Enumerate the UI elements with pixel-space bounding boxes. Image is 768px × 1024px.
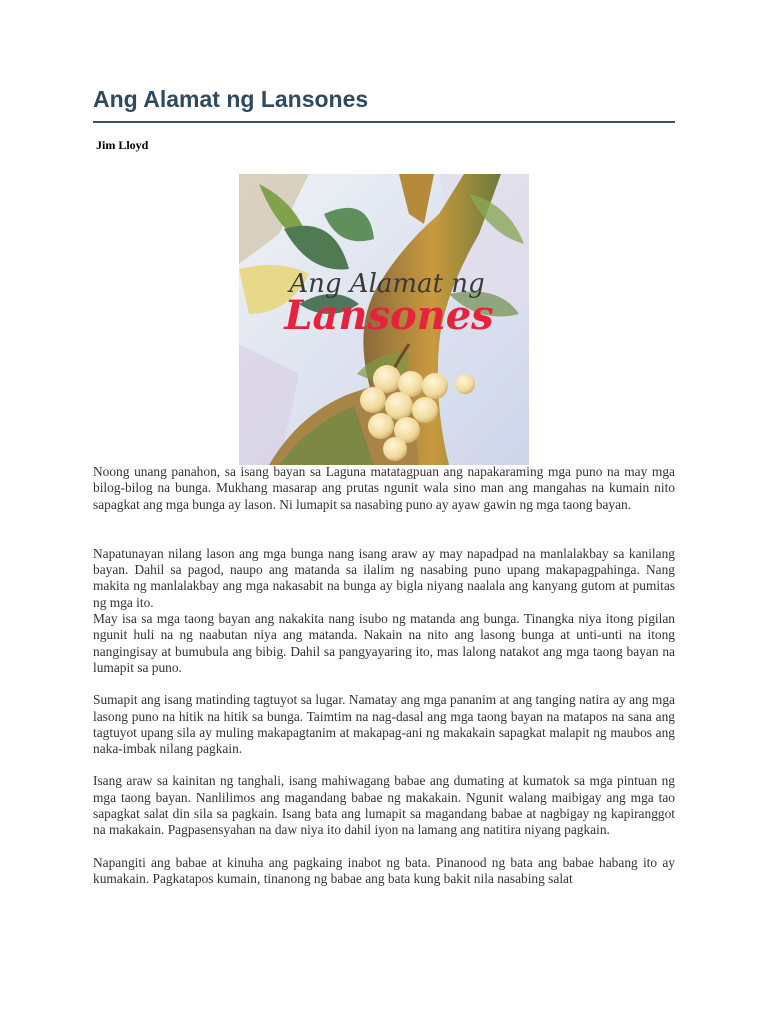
author-name: Jim Lloyd — [96, 138, 149, 152]
paragraph: Isang araw sa kainitan ng tanghali, isang mahiwagang babae ang dumating at kumatok sa mga pintuan ng mga taong bayan. Nanlilimos ang magandang babae ng makakain. Ngunit walang maibigay ang mga tao sapagkat salat din sila sa pagkain. Isang bata ang lumapit sa magandang babae at nagbigay ng kapiranggot na makakain. Pagpasensyahan na daw niya ito dahil iyon na lamang ang natitira niyang pagkain. — [93, 773, 675, 838]
paragraph: Napatunayan nilang lason ang mga bunga nang isang araw ay may napadpad na manlalakbay sa kanilang bayan. Dahil sa pagod, naupo ang matanda sa ilalim ng nasabing puno upang makapagpahinga. Nang makita ng manlalakbay ang mga nakasabit na bunga ay bigla niyang naalala ang kanyang gutom at pumitas ng mga ito. — [93, 545, 675, 610]
document-title: Ang Alamat ng Lansones — [93, 86, 369, 112]
paragraph: Napangiti ang babae at kinuha ang pagkaing inabot ng bata. Pinanood ng bata ang babae habang ito ay kumakain. Pagkatapos kumain, tinanong ng babae ang bata kung bakit nila nasabing salat — [93, 854, 675, 886]
paragraph: May isa sa mga taong bayan ang nakakita nang isubo ng matanda ang bunga. Tinangka niya itong pigilan ngunit huli na ng naabutan niya ang matanda. Nakain na nito ang lasong bunga at unti-unti na itong nangingisay at bumubula ang bibig. Dahil sa pangyayaring ito, mas lalong natakot ang mga taong bayan na lumapit sa puno. — [93, 611, 675, 675]
title-divider — [93, 121, 675, 123]
cover-title-line1: Ang Alamat ng — [289, 269, 485, 299]
story-body — [93, 464, 675, 887]
cover-title-line2: Lansones — [284, 292, 494, 339]
cover-illustration — [239, 174, 529, 465]
paragraph: Noong unang panahon, sa isang bayan sa Laguna matatagpuan ang napakaraming mga puno na may mga bilog-bilog na bunga. Mukhang masarap ang prutas ngunit wala sino man ang mangahas na kumain nito sapagkat ang mga bunga ay lason. Ni lumapit sa nasabing puno ay ayaw gawin ng mga taong bayan. — [93, 464, 675, 512]
paragraph: Sumapit ang isang matinding tagtuyot sa lugar. Namatay ang mga pananim at ang tanging natira ay ang mga lasong puno na hitik na hitik sa bunga. Taimtim na nag-dasal ang mga taong bayan na matapos na sana ang tagtuyot upang sila ay muling makapagtanim at makapag-ani ng makakain sapagkat malapit ng maubos ang naka-imbak nilang pagkain. — [93, 692, 675, 757]
